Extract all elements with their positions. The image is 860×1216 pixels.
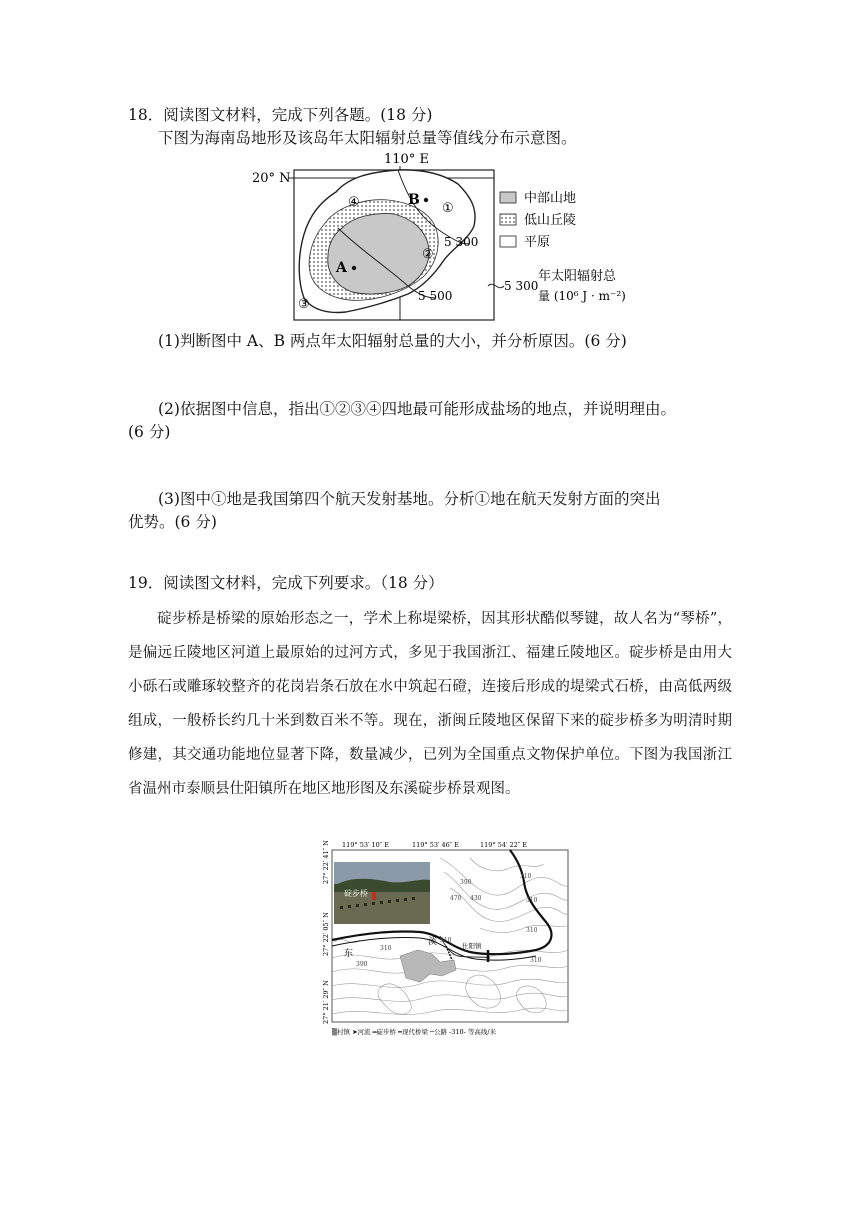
- photo-label: 碇步桥: [344, 889, 368, 898]
- contour-label-8: 310: [440, 937, 452, 944]
- legend-isoline-label-1: 年太阳辐射总: [538, 269, 617, 284]
- q18-sub1: (1)判断图中 A、B 两点年太阳辐射总量的大小，并分析原因。(6 分): [158, 332, 627, 350]
- isoline-5300-label: 5 300: [444, 235, 479, 249]
- legend-isoline-symbol: [488, 284, 504, 287]
- river-char-2: 溪: [428, 937, 438, 947]
- q18-sub2-line1: (2)依据图中信息，指出①②③④四地最可能形成盐场的地点，并说明理由。: [158, 400, 676, 418]
- point-b-label: B: [408, 192, 420, 208]
- site-3-label: ③: [298, 297, 310, 312]
- isoline-5500-label: 5 500: [418, 289, 453, 303]
- river-char-1: 东: [344, 949, 354, 959]
- shiyang-map: [320, 838, 572, 1038]
- q18-sub3-line2: 优势。(6 分): [128, 513, 217, 531]
- lon-label: 110° E: [384, 152, 429, 167]
- lat-2-label: 27° 22′ 05″ N: [322, 912, 330, 956]
- legend-plain-swatch: [500, 236, 516, 247]
- lon-3-label: 119° 54′ 22″ E: [480, 841, 528, 849]
- legend-isoline-value: 5 300: [504, 279, 539, 293]
- legend-mountains-label: 中部山地: [524, 191, 577, 206]
- contour-label-10: 310: [530, 957, 542, 964]
- contour-label-2: 470: [450, 895, 462, 902]
- lat-label: 20° N: [252, 171, 291, 186]
- contour-label-4: 310: [520, 873, 532, 880]
- lon-1-label: 119° 53′ 10″ E: [342, 841, 390, 849]
- contour-label-7: 310: [380, 945, 392, 952]
- q18-sub3-line1: (3)图中①地是我国第四个航天发射基地。分析①地在航天发射方面的突出: [158, 490, 661, 508]
- contour-label-9: 310: [526, 927, 538, 934]
- q18-sub2-line2: (6 分): [128, 423, 171, 441]
- contour-label-6: 390: [356, 961, 368, 968]
- q19-paragraph-text: 碇步桥是桥梁的原始形态之一，学术上称堤梁桥，因其形状酷似琴键，故人名为“琴桥”，是偏远丘陵地区河道上最原始的过河方式，多见于我国浙江、福建丘陵地区。碇步桥是由用大小砾石或雕琢较整齐的花岗岩条石放在水中筑起石磴，连接后形成的堤梁式石桥，由高低两级组成，一般桥长约几十米到数百米不等。现在，浙闽丘陵地区保留下来的碇步桥多为明清时期修建，其交通功能地位显著下降，数量减少，已列为全国重点文物保护单位。下图为我国浙江省温州市泰顺县仕阳镇所在地区地形图及东溪碇步桥景观图。: [128, 611, 732, 797]
- point-a-label: A: [336, 260, 347, 276]
- point-b-dot: [424, 198, 428, 202]
- contour-label-3: 430: [470, 895, 482, 902]
- lat-1-label: 27° 22′ 41″ N: [322, 840, 330, 884]
- contour-label-5: 310: [526, 897, 538, 904]
- lat-3-label: 27° 21′ 29″ N: [322, 980, 330, 1024]
- lon-2-label: 119° 53′ 46″ E: [412, 841, 460, 849]
- q18-heading: 18．阅读图文材料，完成下列各题。(18 分): [128, 106, 433, 124]
- site-1-label: ①: [442, 201, 454, 216]
- q18-intro: 下图为海南岛地形及该岛年太阳辐射总量等值线分布示意图。: [158, 129, 577, 147]
- q19-heading: 19．阅读图文材料，完成下列要求。（18 分）: [128, 574, 444, 592]
- contour-label-1: 390: [460, 879, 472, 886]
- photo-bridge-marker: [372, 892, 376, 900]
- legend-mountains-swatch: [500, 192, 516, 203]
- site-4-label: ④: [348, 195, 360, 210]
- point-a-dot: [352, 266, 356, 270]
- legend-hills-label: 低山丘陵: [524, 213, 577, 228]
- map-legend: ▒村镇 ➤河流 ═碇步桥 ━现代桥梁 ─公路 -310- 等高线/米: [332, 1028, 497, 1036]
- q19-paragraph: [128, 602, 732, 806]
- legend-isoline-label-2: 量 (10⁶ J · m⁻²): [538, 289, 626, 303]
- hainan-map: [248, 148, 658, 323]
- legend-hills-swatch: [500, 214, 516, 225]
- town-label: 仕阳镇: [462, 942, 482, 950]
- legend-plain-label: 平原: [524, 235, 551, 250]
- site-2-label: ②: [422, 247, 434, 262]
